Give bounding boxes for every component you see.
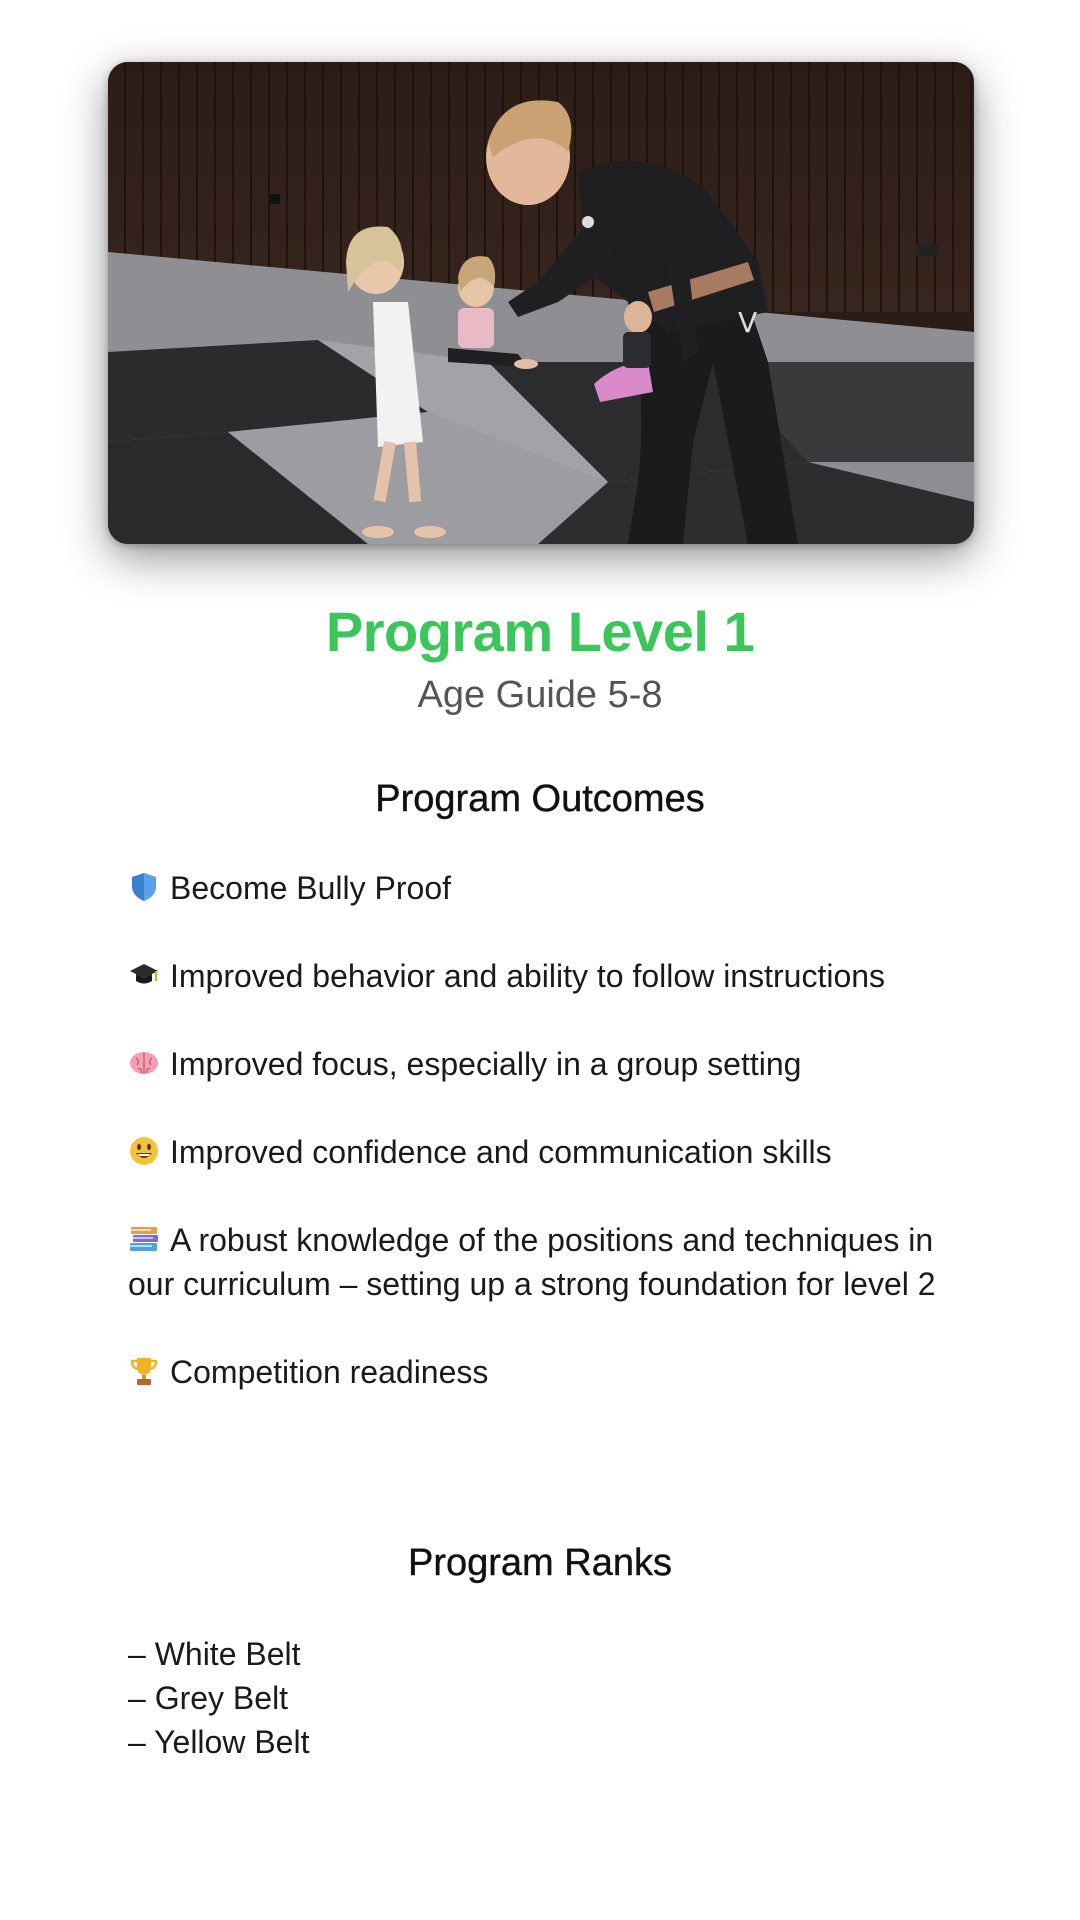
hero-photo xyxy=(108,62,974,544)
ranks-list xyxy=(128,1632,309,1764)
age-guide: Age Guide 5-8 xyxy=(417,674,663,716)
outcome-text: A robust knowledge of the positions and techniques in our curriculum – setting up a strong foundation for level 2 xyxy=(128,1222,936,1302)
outcomes-list xyxy=(128,866,958,1438)
outcome-item xyxy=(128,1042,958,1086)
brain-icon xyxy=(128,1047,160,1079)
ranks-heading: Program Ranks xyxy=(408,1542,672,1584)
outcome-item xyxy=(128,1218,958,1306)
rank-item-white-belt: – White Belt xyxy=(128,1636,301,1672)
kids-bjj-class-photo xyxy=(108,62,974,544)
trophy-icon xyxy=(128,1355,160,1387)
outcome-text: Improved behavior and ability to follow instructions xyxy=(170,958,886,994)
rank-item-grey-belt: – Grey Belt xyxy=(128,1680,289,1716)
rank-item-yellow-belt: – Yellow Belt xyxy=(128,1724,310,1760)
smiley-face-icon xyxy=(128,1135,160,1167)
svg-text:V: V xyxy=(738,306,758,339)
outcome-text: Improved confidence and communication skills xyxy=(170,1134,832,1170)
outcome-item xyxy=(128,1130,958,1174)
outcome-item xyxy=(128,1350,958,1394)
outcome-text: Improved focus, especially in a group setting xyxy=(170,1046,802,1082)
graduation-cap-icon xyxy=(128,959,160,991)
outcome-text: Competition readiness xyxy=(170,1354,489,1390)
program-title: Program Level 1 xyxy=(325,600,755,663)
outcome-item xyxy=(128,954,958,998)
books-icon xyxy=(128,1223,160,1255)
outcomes-heading: Program Outcomes xyxy=(375,778,705,820)
outcome-text: Become Bully Proof xyxy=(170,870,452,906)
shield-icon xyxy=(128,871,160,903)
outcome-item xyxy=(128,866,958,910)
